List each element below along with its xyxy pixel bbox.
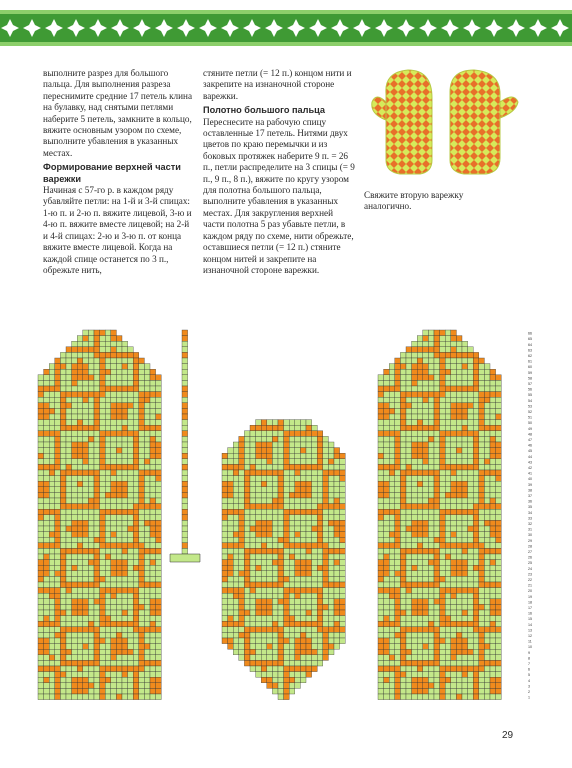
row-number-label: 34 xyxy=(528,510,532,515)
row-number-label: 18 xyxy=(528,600,532,605)
paragraph-thumb-instructions: Переснесите на рабочую спицу оставленные 17 петель. Нитями двух цветов по краю перемычки и из боковых протяжек наберите 9 п. = 26 п., петли распределите на 3 спицы (= 9 п., 9 п., 8 п.), вяжите по кругу узором для полотна большого пальца, выполните убавления в указанных местах. Для закругления верхней части полотна 5 раз убавьте петли, в каждом ряду по схеме, нити обрежьте, оставшиеся петли (= 12 п.) стяните концом нитей и закрепите на изнаночной стороне варежки. xyxy=(203,116,355,275)
row-number-label: 42 xyxy=(528,466,532,470)
row-number-label: 59 xyxy=(528,370,532,375)
row-number-label: 12 xyxy=(528,634,532,638)
mitten-right xyxy=(450,70,500,174)
row-number-label: 13 xyxy=(528,628,532,633)
row-number-label: 31 xyxy=(528,527,532,532)
knitting-charts xyxy=(0,318,572,708)
row-number-label: 23 xyxy=(528,572,532,577)
photo-caption: Свяжите вторую варежку аналогично. xyxy=(364,190,464,212)
row-number-label: 51 xyxy=(528,415,532,420)
row-number-label: 25 xyxy=(528,561,532,566)
mittens-photo xyxy=(366,64,526,182)
row-number-label: 24 xyxy=(528,566,532,571)
row-number-scale xyxy=(528,332,532,700)
row-number-label: 21 xyxy=(528,583,532,588)
row-number-label: 11 xyxy=(528,639,532,644)
row-number-label: 55 xyxy=(528,393,532,398)
heading-top-shaping: Формирование верхней части варежки xyxy=(43,162,181,184)
row-number-label: 49 xyxy=(528,426,532,431)
row-number-label: 26 xyxy=(528,555,532,560)
row-number-label: 41 xyxy=(528,471,532,476)
row-number-label: 43 xyxy=(528,460,532,465)
paragraph-thumb-opening: выполните разрез для большого пальца. Для выполнения разреза переснимите средние 17 петель клина на булавку, над снятыми петлями наберите 5 петель, замкните в кольцо, вяжите основным узором по схеме, выполните убавления в указанных местах. xyxy=(43,68,193,158)
row-number-label: 56 xyxy=(528,387,532,392)
row-number-label: 14 xyxy=(528,622,532,627)
row-number-label: 10 xyxy=(528,645,532,650)
text-column-middle xyxy=(203,68,355,279)
row-number-label: 54 xyxy=(528,398,532,403)
row-number-label: 3 xyxy=(528,684,530,689)
row-number-label: 7 xyxy=(528,662,530,666)
row-number-label: 52 xyxy=(528,410,532,414)
paragraph-finish: стяните петли (= 12 п.) концом нити и закрепите на изнаночной стороне варежки. xyxy=(203,68,352,101)
row-number-label: 5 xyxy=(528,673,530,678)
row-number-label: 35 xyxy=(528,505,532,510)
row-number-label: 39 xyxy=(528,482,532,487)
chart-mitten-right xyxy=(378,330,501,700)
row-number-label: 57 xyxy=(528,382,532,386)
decorative-banner xyxy=(0,0,572,50)
row-number-label: 27 xyxy=(528,550,532,554)
row-number-label: 63 xyxy=(528,348,532,353)
page-number: 29 xyxy=(502,730,514,741)
row-number-label: 22 xyxy=(528,578,532,582)
row-number-label: 19 xyxy=(528,594,532,599)
paragraph-top-decreases: Начиная с 57-го р. в каждом ряду убавляйте петли: на 1-й и 3-й спицах: 1-ю п. и 2-ю п. вяжите лицевой, 3-ю и 4-ю п. вяжите вместе лицевой; на 2-й и 4-й спицах: 2-ю и 3-ю п. от конца вяжите вместе лицевой. Когда на каждой спице останется по 3 п., обрежьте нить, xyxy=(43,185,192,275)
row-number-label: 30 xyxy=(528,533,532,538)
text-column-left xyxy=(43,68,193,279)
row-number-label: 65 xyxy=(528,337,532,342)
row-number-label: 28 xyxy=(528,544,532,549)
row-number-label: 61 xyxy=(528,359,532,364)
row-number-label: 53 xyxy=(528,404,532,409)
row-number-label: 29 xyxy=(528,538,532,543)
row-number-label: 40 xyxy=(528,477,532,482)
chart-thumb xyxy=(222,420,345,700)
row-number-label: 46 xyxy=(528,443,532,448)
chart-cuff-strip xyxy=(170,330,200,562)
row-number-label: 1 xyxy=(528,695,530,700)
row-number-label: 58 xyxy=(528,376,532,381)
row-number-label: 9 xyxy=(528,650,530,655)
row-number-label: 50 xyxy=(528,421,532,426)
row-number-label: 37 xyxy=(528,494,532,498)
row-number-label: 64 xyxy=(528,342,532,347)
row-number-label: 66 xyxy=(528,331,532,336)
heading-thumb: Полотно большого пальца xyxy=(203,105,325,116)
row-number-label: 62 xyxy=(528,354,532,358)
row-number-label: 45 xyxy=(528,449,532,454)
row-number-label: 32 xyxy=(528,522,532,526)
row-number-label: 36 xyxy=(528,499,532,504)
row-number-label: 47 xyxy=(528,438,532,442)
row-number-label: 44 xyxy=(528,454,532,459)
row-number-label: 2 xyxy=(528,690,530,694)
row-number-label: 6 xyxy=(528,667,530,672)
row-number-label: 15 xyxy=(528,617,532,622)
row-number-label: 16 xyxy=(528,611,532,616)
row-number-label: 8 xyxy=(528,656,530,661)
row-number-label: 60 xyxy=(528,365,532,370)
row-number-label: 17 xyxy=(528,606,532,610)
mitten-left xyxy=(386,70,432,174)
row-number-label: 33 xyxy=(528,516,532,521)
row-number-label: 20 xyxy=(528,589,532,594)
chart-mitten-left xyxy=(38,330,161,700)
row-number-label: 4 xyxy=(528,678,530,683)
row-number-label: 38 xyxy=(528,488,532,493)
row-number-label: 48 xyxy=(528,432,532,437)
